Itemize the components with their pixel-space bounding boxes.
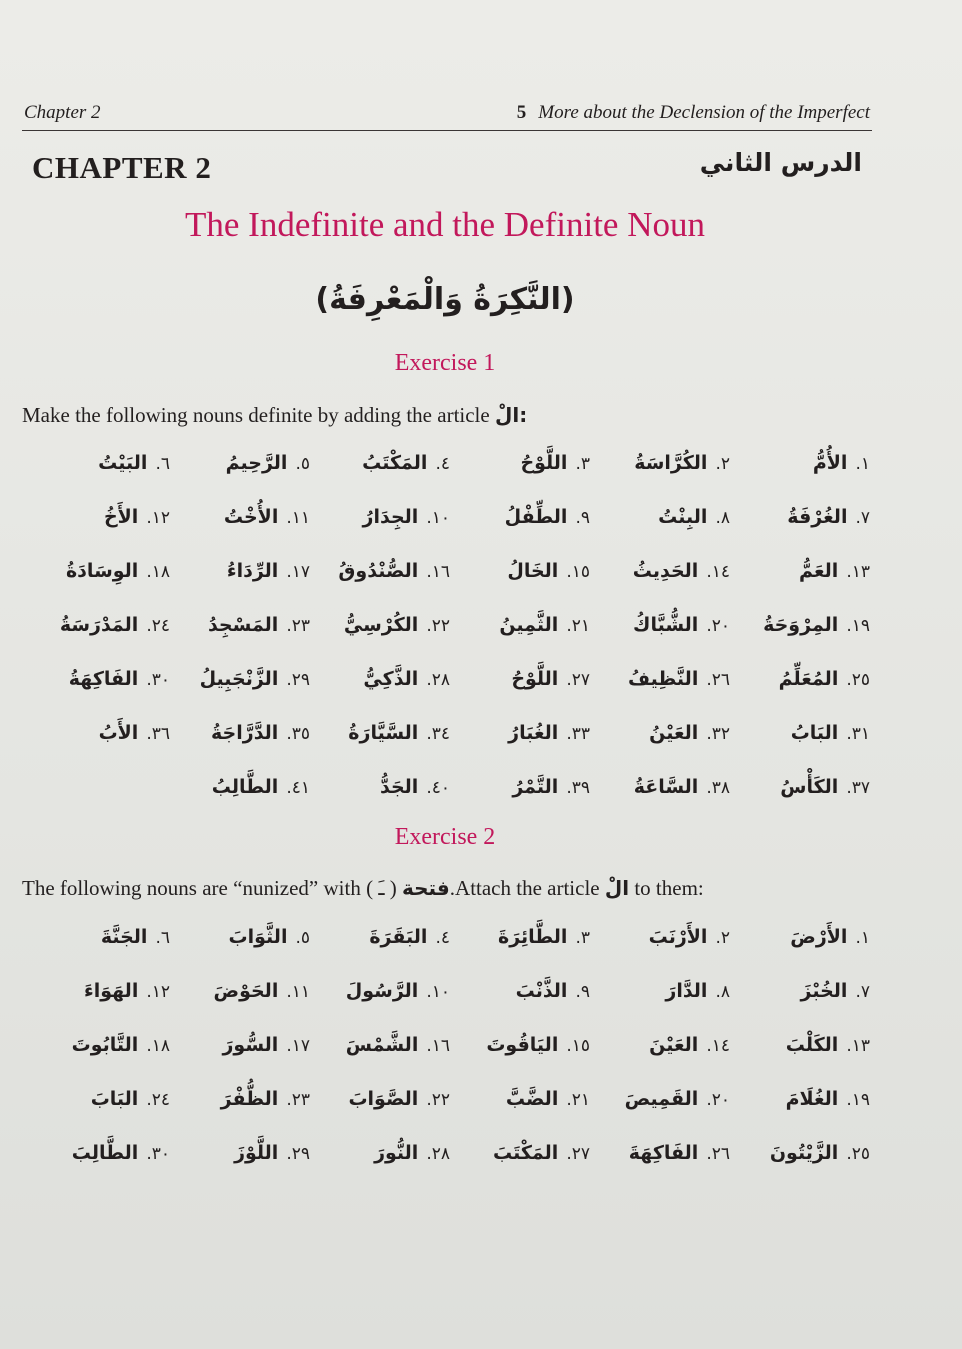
word-item-number: ١٥. <box>566 1036 590 1056</box>
exercise-1-article: الْ: <box>494 403 528 427</box>
word-item-number: ١٢. <box>146 982 170 1002</box>
word-item <box>170 436 310 490</box>
word-item <box>730 436 870 490</box>
word-item-text: الصَّوَابَ <box>348 1088 419 1110</box>
word-item-number: ٢٠. <box>706 1090 730 1110</box>
word-item-text: الطَّالِبُ <box>211 776 279 798</box>
word-item-text: الفَاكِهَةَ <box>628 1142 699 1164</box>
word-item-number: ٣١. <box>846 724 870 744</box>
word-item <box>170 1126 310 1180</box>
word-item-number: ١٩. <box>846 616 870 636</box>
chapter-label: CHAPTER 2 <box>32 150 212 185</box>
running-head-section: More about the Declension of the Imperfect <box>538 102 870 123</box>
word-item-text: الغُلَامَ <box>785 1088 839 1110</box>
word-item <box>450 436 590 490</box>
word-item <box>450 652 590 706</box>
word-item <box>170 1072 310 1126</box>
word-item-number: ٣٣. <box>566 724 590 744</box>
word-item <box>730 760 870 814</box>
word-item-text: البِنْتُ <box>658 506 708 528</box>
word-item-number: ٨. <box>715 982 730 1002</box>
word-item <box>310 652 450 706</box>
word-item-text: الجَنَّةَ <box>100 926 148 948</box>
running-head <box>22 100 872 131</box>
word-item <box>310 910 450 964</box>
word-item-text: الجَدُّ <box>380 776 419 798</box>
word-item <box>310 706 450 760</box>
word-item-number: ٣٠. <box>146 1144 170 1164</box>
word-item <box>450 706 590 760</box>
word-item-number: ٧. <box>855 982 870 1002</box>
word-item-number: ١٤. <box>706 1036 730 1056</box>
word-item <box>730 598 870 652</box>
word-item-number: ٢٥. <box>846 670 870 690</box>
word-item <box>730 910 870 964</box>
word-item-number: ٣٦. <box>146 724 170 744</box>
word-item-number: ١. <box>855 454 870 474</box>
word-item-number: ٣٥. <box>286 724 310 744</box>
word-item-text: التَّابُوتَ <box>71 1034 139 1056</box>
word-item <box>590 1126 730 1180</box>
word-item-number: ٢٢. <box>426 616 450 636</box>
word-item-number: ٧. <box>855 508 870 528</box>
word-item-number: ٢٢. <box>426 1090 450 1110</box>
word-item-text: الأُخْتُ <box>223 506 279 528</box>
word-item <box>450 490 590 544</box>
word-item-number: ٢٩. <box>286 1144 310 1164</box>
exercise-2-instruction-text-c: to them: <box>634 876 704 900</box>
word-item-text: الكَلْبَ <box>785 1034 839 1056</box>
exercise-2-instruction-text-a: The following nouns are “nunized” with <box>22 876 361 900</box>
word-item <box>450 910 590 964</box>
word-item <box>590 1072 730 1126</box>
word-item <box>310 598 450 652</box>
word-item-number: ٤. <box>435 454 450 474</box>
word-item-number: ٢٧. <box>566 670 590 690</box>
word-item-text: الغُرْفَةُ <box>787 506 848 528</box>
word-item-text: النَّظِيفُ <box>628 668 699 690</box>
word-item <box>170 490 310 544</box>
word-item <box>170 1018 310 1072</box>
word-item <box>590 436 730 490</box>
page-title-arabic: (النَّكِرَةُ وَالْمَعْرِفَةُ) <box>315 282 575 317</box>
word-item <box>730 544 870 598</box>
word-item-number: ٢١. <box>566 1090 590 1110</box>
word-item <box>30 1072 170 1126</box>
word-item-number: ٢١. <box>566 616 590 636</box>
exercise-1-instruction <box>22 403 902 428</box>
exercise-2-instruction-text-b: .Attach the article <box>449 876 600 900</box>
word-item-text: الرِّدَاءُ <box>226 560 279 582</box>
word-item <box>30 1126 170 1180</box>
word-item-text: الكَأْسُ <box>780 776 839 798</box>
word-item-number: ٣٧. <box>846 778 870 798</box>
word-item-number: ٢٠. <box>706 616 730 636</box>
word-item-text: الطَّائِرَةَ <box>497 926 568 948</box>
exercise-1-heading: Exercise 1 <box>394 350 496 376</box>
page-title: The Indefinite and the Definite Noun <box>185 205 705 244</box>
running-head-chapter: Chapter 2 <box>24 102 101 123</box>
word-item-number: ١٥. <box>566 562 590 582</box>
lesson-arabic-label: الدرس الثاني <box>699 148 862 177</box>
word-item-number: ١٩. <box>846 1090 870 1110</box>
word-item-number: ١١. <box>286 508 310 528</box>
word-item <box>30 436 170 490</box>
word-item <box>310 544 450 598</box>
word-item-number: ١. <box>855 928 870 948</box>
word-item-text: الرَّسُولَ <box>345 980 419 1002</box>
word-item <box>590 760 730 814</box>
word-item <box>730 490 870 544</box>
word-item-text: الزَّنْجَبِيلُ <box>199 668 279 690</box>
word-item-text: الحَدِيثُ <box>632 560 699 582</box>
word-item <box>30 964 170 1018</box>
word-item <box>730 1126 870 1180</box>
word-item-text: اللَّوْحُ <box>520 452 568 474</box>
word-item <box>730 706 870 760</box>
word-item <box>310 1072 450 1126</box>
word-item <box>590 706 730 760</box>
word-item <box>450 1018 590 1072</box>
word-item-number: ٢. <box>715 454 730 474</box>
word-item <box>730 1072 870 1126</box>
word-item-text: العَيْنَ <box>649 1034 699 1056</box>
word-item-text: السَّيَّارَةُ <box>348 722 419 744</box>
word-item-number: ٢٣. <box>286 1090 310 1110</box>
word-item-text: المَكْتَبُ <box>362 452 428 474</box>
word-item <box>30 490 170 544</box>
word-item <box>450 1126 590 1180</box>
word-item-number: ٤٠. <box>426 778 450 798</box>
word-item-number: ١٤. <box>706 562 730 582</box>
word-item <box>30 910 170 964</box>
exercise-1-word-grid <box>30 436 870 814</box>
word-item-number: ٥. <box>295 928 310 948</box>
word-item <box>30 706 170 760</box>
word-item-text: البَقَرَةَ <box>369 926 428 948</box>
word-item-text: الصُّنْدُوقُ <box>338 560 419 582</box>
word-item <box>450 760 590 814</box>
word-item-text: الرَّحِيمُ <box>225 452 288 474</box>
word-item-text: المَدْرَسَةُ <box>59 614 139 636</box>
word-item-text: الأَرْضَ <box>790 926 848 948</box>
word-item <box>310 1018 450 1072</box>
running-head-title-group <box>517 102 870 124</box>
word-item-number: ١٣. <box>846 562 870 582</box>
word-item-number: ١٧. <box>286 1036 310 1056</box>
word-item-text: النُّورَ <box>374 1142 419 1164</box>
word-item-text: الأُمُّ <box>812 452 848 474</box>
word-item <box>30 1018 170 1072</box>
fatha-mark: ( ـَ ) <box>366 876 397 900</box>
word-item-number: ٢. <box>715 928 730 948</box>
word-item-text: الشُّبَّاكُ <box>633 614 699 636</box>
word-item-number: ١٧. <box>286 562 310 582</box>
word-item <box>590 544 730 598</box>
word-item-text: القَمِيصَ <box>624 1088 699 1110</box>
exercise-2-article: الْ <box>604 876 630 900</box>
word-item-text: الذَّكِيُّ <box>363 668 419 690</box>
word-item-number: ٦. <box>155 928 170 948</box>
word-item-text: المَسْجِدُ <box>207 614 279 636</box>
fatha-word: فتحة <box>401 876 450 900</box>
word-item-text: التَّمْرُ <box>512 776 559 798</box>
word-item-text: العَمُّ <box>799 560 839 582</box>
word-item-text: الوِسَادَةُ <box>65 560 139 582</box>
word-item <box>30 598 170 652</box>
word-item <box>730 1018 870 1072</box>
word-item-number: ٢٥. <box>846 1144 870 1164</box>
word-item-text: الأَبُ <box>98 722 139 744</box>
word-item-number: ١٨. <box>146 1036 170 1056</box>
word-item <box>450 598 590 652</box>
word-item-text: السَّاعَةُ <box>633 776 699 798</box>
exercise-2-word-grid <box>30 910 870 1180</box>
word-item-text: البَيْتُ <box>98 452 148 474</box>
word-item-number: ٣٨. <box>706 778 730 798</box>
word-item <box>590 598 730 652</box>
word-item <box>590 1018 730 1072</box>
word-item-text: الفَاكِهَةُ <box>68 668 139 690</box>
word-item-number: ٥. <box>295 454 310 474</box>
word-item-number: ٦. <box>155 454 170 474</box>
word-item-text: الخَالُ <box>507 560 559 582</box>
word-item-number: ٢٣. <box>286 616 310 636</box>
word-item-number: ٣. <box>575 454 590 474</box>
exercise-2-heading: Exercise 2 <box>394 824 496 850</box>
word-item-text: الظُّفْرَ <box>220 1088 279 1110</box>
word-item <box>170 652 310 706</box>
word-item <box>170 964 310 1018</box>
word-item-text: المَكْتَبَ <box>493 1142 559 1164</box>
word-item-text: الطِّفْلُ <box>504 506 568 528</box>
word-item-text: اللَّوْزَ <box>234 1142 279 1164</box>
word-item-text: الأَخُ <box>103 506 139 528</box>
word-item-text: الضَّبَّ <box>505 1088 559 1110</box>
word-item-text: الدَّرَّاجَةُ <box>211 722 279 744</box>
word-item-text: الجِدَارُ <box>362 506 419 528</box>
word-item-number: ٢٩. <box>286 670 310 690</box>
word-item-number: ٢٦. <box>706 670 730 690</box>
word-item-text: السُّورَ <box>222 1034 279 1056</box>
word-item-number: ٨. <box>715 508 730 528</box>
word-item-number: ٣. <box>575 928 590 948</box>
word-item <box>730 652 870 706</box>
word-item-number: ٩. <box>575 508 590 528</box>
word-item-text: الزَّيْتُونَ <box>769 1142 839 1164</box>
word-item <box>30 544 170 598</box>
word-item-text: الذَّنْبَ <box>515 980 568 1002</box>
word-item-number: ١٢. <box>146 508 170 528</box>
word-item-text: الحَوْضَ <box>213 980 279 1002</box>
word-item-text: الثَّمِينُ <box>499 614 559 636</box>
word-item-text: الكُرْسِيُّ <box>343 614 419 636</box>
word-item-text: الأَرْنَبَ <box>648 926 708 948</box>
word-item <box>730 964 870 1018</box>
page-number: 5 <box>516 102 527 123</box>
word-item <box>590 910 730 964</box>
word-item-text: الطَّالِبَ <box>71 1142 139 1164</box>
word-item-text: المُعَلِّمُ <box>778 668 839 690</box>
word-item-number: ٢٧. <box>566 1144 590 1164</box>
word-item <box>170 544 310 598</box>
word-item-number: ١٠. <box>426 508 450 528</box>
word-item-number: ٢٤. <box>146 616 170 636</box>
word-item <box>310 436 450 490</box>
word-item-number: ٢٨. <box>426 1144 450 1164</box>
word-item <box>310 490 450 544</box>
word-item <box>310 760 450 814</box>
word-item-text: اللَّوْحُ <box>511 668 559 690</box>
word-item <box>170 910 310 964</box>
word-item-text: البَابَ <box>90 1088 139 1110</box>
word-item-text: الثَّوَابَ <box>228 926 288 948</box>
word-item <box>450 544 590 598</box>
exercise-2-instruction <box>22 876 902 901</box>
word-item-number: ٣٤. <box>426 724 450 744</box>
exercise-1-instruction-text: Make the following nouns definite by adding the article <box>22 403 490 427</box>
word-item-number: ٢٦. <box>706 1144 730 1164</box>
word-item <box>170 598 310 652</box>
word-item-number: ٤. <box>435 928 450 948</box>
word-item-number: ٣٠. <box>146 670 170 690</box>
word-item-text: المِرْوَحَةُ <box>763 614 839 636</box>
word-item-number: ٢٨. <box>426 670 450 690</box>
word-item-text: اليَاقُوتَ <box>486 1034 559 1056</box>
word-item <box>30 652 170 706</box>
word-item-text: الدَّارَ <box>665 980 708 1002</box>
word-item-text: البَابُ <box>790 722 839 744</box>
word-item-text: الكُرَّاسَةُ <box>634 452 708 474</box>
word-item <box>590 964 730 1018</box>
word-item-number: ١٦. <box>426 1036 450 1056</box>
word-item <box>310 964 450 1018</box>
word-item <box>450 1072 590 1126</box>
word-item-number: ٣٢. <box>706 724 730 744</box>
word-item <box>450 964 590 1018</box>
word-item-text: الهَوَاءَ <box>84 980 139 1002</box>
word-item-number: ١٦. <box>426 562 450 582</box>
word-item <box>310 1126 450 1180</box>
word-item-number: ١١. <box>286 982 310 1002</box>
word-item-number: ٣٩. <box>566 778 590 798</box>
word-item <box>170 706 310 760</box>
word-item-number: ١٠. <box>426 982 450 1002</box>
word-item-number: ٩. <box>575 982 590 1002</box>
word-item <box>590 490 730 544</box>
word-item-text: الخُبْزَ <box>800 980 848 1002</box>
word-item-text: العَيْنُ <box>649 722 699 744</box>
word-item-number: ١٣. <box>846 1036 870 1056</box>
word-item-text: الغُبَارُ <box>508 722 559 744</box>
word-item-number: ٢٤. <box>146 1090 170 1110</box>
word-item <box>170 760 310 814</box>
word-item-number: ١٨. <box>146 562 170 582</box>
word-item-text: الشَّمْسَ <box>345 1034 419 1056</box>
word-item-number: ٤١. <box>286 778 310 798</box>
word-item <box>590 652 730 706</box>
